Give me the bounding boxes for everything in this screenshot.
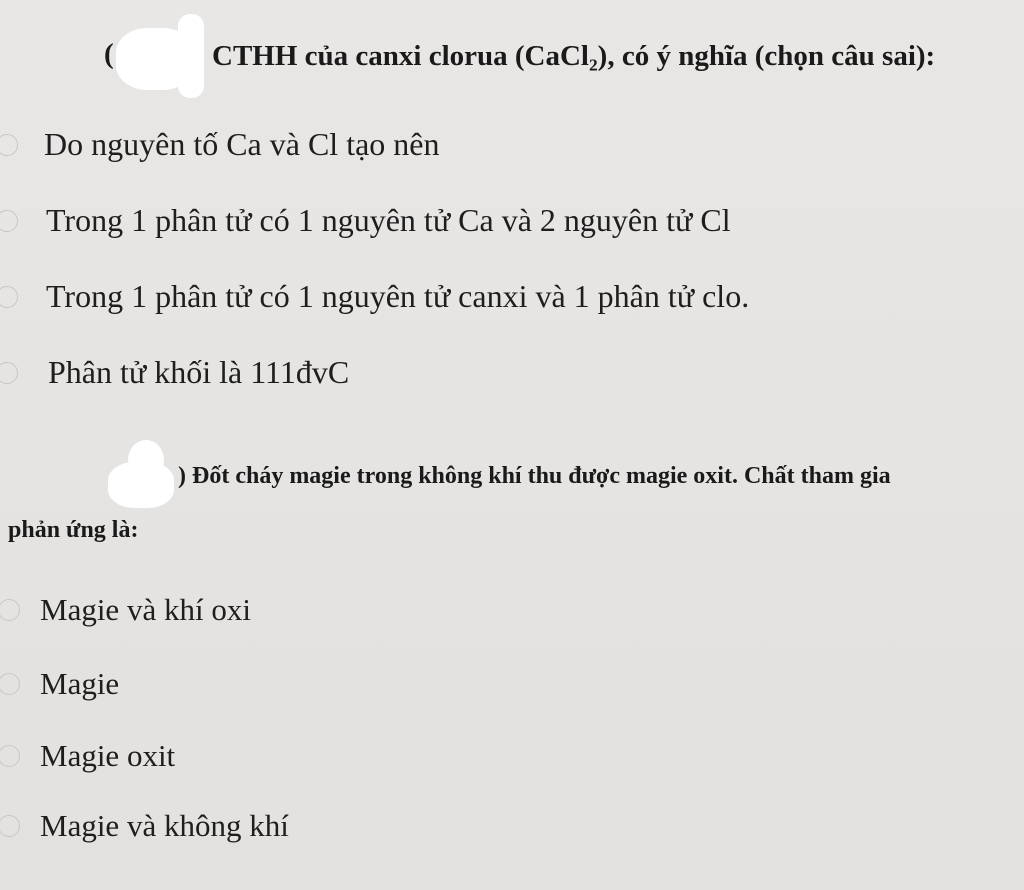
- q1-option-d-label: Phân tử khối là 111đvC: [48, 354, 350, 390]
- q2-option-b-label: Magie: [40, 666, 120, 701]
- q2-number-redaction-2: [128, 440, 164, 480]
- q1-option-d[interactable]: [0, 354, 349, 391]
- q1-radio-d[interactable]: [0, 362, 18, 384]
- q2-option-c[interactable]: [0, 738, 175, 774]
- q1-option-b-label: Trong 1 phân tử có 1 nguyên tử Ca và 2 nguyên tử Cl: [46, 202, 731, 238]
- q1-radio-c[interactable]: [0, 286, 18, 308]
- q2-radio-d[interactable]: [0, 815, 20, 837]
- q1-radio-b[interactable]: [0, 210, 18, 232]
- q2-title-line1: ) Đốt cháy magie trong không khí thu được magie oxit. Chất tham gia: [178, 463, 891, 489]
- q2-option-b[interactable]: [0, 666, 119, 702]
- q1-title: CTHH của canxi clorua (CaCl₂), có ý nghĩa (chọn câu sai):: [212, 40, 936, 72]
- q1-number-paren: (: [104, 38, 114, 70]
- q2-radio-a[interactable]: [0, 599, 20, 621]
- q1-radio-a[interactable]: [0, 134, 18, 156]
- q2-radio-c[interactable]: [0, 745, 20, 767]
- q2-option-a[interactable]: [0, 592, 251, 628]
- q1-option-a-label: Do nguyên tố Ca và Cl tạo nên: [44, 126, 440, 162]
- q2-radio-b[interactable]: [0, 673, 20, 695]
- q1-number-redaction-2: [178, 14, 204, 98]
- q1-option-a[interactable]: [0, 126, 439, 163]
- q2-option-d-label: Magie và không khí: [40, 808, 289, 843]
- q2-option-c-label: Magie oxit: [40, 738, 176, 773]
- q1-option-c-label: Trong 1 phân tử có 1 nguyên tử canxi và 1 phân tử clo.: [46, 278, 750, 314]
- q2-title-line2: phản ứng là:: [8, 517, 139, 543]
- q1-option-c[interactable]: [0, 278, 749, 315]
- q1-option-b[interactable]: [0, 202, 731, 239]
- q2-option-d[interactable]: [0, 808, 289, 844]
- q2-option-a-label: Magie và khí oxi: [40, 592, 251, 627]
